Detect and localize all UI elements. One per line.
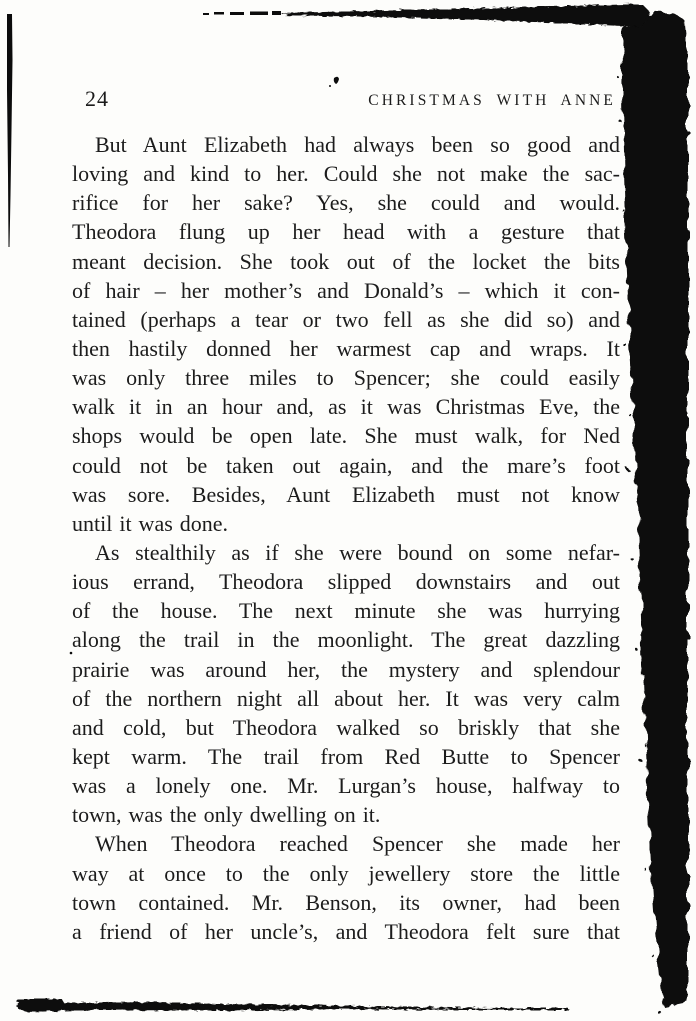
paragraph: [72, 538, 620, 829]
text-line: way at once to the only jewellery store the little: [72, 860, 620, 886]
text-line: of the northern night all about her. It was very calm: [72, 685, 620, 711]
text-line: town, was the only dwelling on it.: [72, 802, 381, 828]
paragraph: [72, 130, 620, 538]
left-edge-mark: [7, 14, 13, 247]
text-line: until it was done.: [72, 510, 229, 536]
text-line: As stealthily as if she were bound on some nefar-: [95, 539, 620, 565]
text-line: could not be taken out again, and the mare’s foot: [72, 452, 620, 478]
text-line: prairie was around her, the mystery and splendour: [72, 656, 620, 682]
text-line: When Theodora reached Spencer she made her: [95, 831, 620, 857]
text-line: walk it in an hour and, as it was Christmas Eve, the: [72, 394, 620, 420]
text-line: rifice for her sake? Yes, she could and would.: [72, 190, 620, 216]
text-line: Theodora flung up her head with a gesture that: [72, 219, 620, 245]
text-line: and cold, but Theodora walked so briskly that she: [72, 714, 620, 740]
text-line: a friend of her uncle’s, and Theodora felt sure that: [72, 918, 620, 944]
paragraph: [72, 829, 620, 946]
body-text: [72, 130, 620, 946]
text-line: of hair – her mother’s and Donald’s – which it con-: [72, 277, 620, 303]
text-line: was a lonely one. Mr. Lurgan’s house, halfway to: [72, 773, 620, 799]
top-edge-streak: [282, 4, 650, 27]
running-title: CHRISTMAS WITH ANNE: [368, 92, 616, 109]
text-line: along the trail in the moonlight. The great dazzling: [72, 627, 620, 653]
gutter-shadow-band: [622, 12, 688, 1007]
bottom-edge-streak: [17, 999, 568, 1012]
text-line: was sore. Besides, Aunt Elizabeth must not know: [72, 481, 620, 507]
text-line: shops would be open late. She must walk, for Ned: [72, 423, 620, 449]
text-line: was only three miles to Spencer; she could easily: [72, 365, 620, 391]
page-header: [85, 87, 616, 113]
text-line: town contained. Mr. Benson, its owner, had been: [72, 889, 620, 915]
top-edge-dashes: [203, 11, 281, 15]
text-line: meant decision. She took out of the locket the bits: [72, 248, 620, 274]
text-line: then hastily donned her warmest cap and wraps. It: [72, 335, 620, 361]
text-line: kept warm. The trail from Red Butte to Spencer: [72, 743, 620, 769]
text-line: loving and kind to her. Could she not make the sac-: [72, 161, 620, 187]
text-line: But Aunt Elizabeth had always been so good and: [95, 132, 620, 157]
text-line: tained (perhaps a tear or two fell as she did so) and: [72, 306, 620, 332]
gutter-shadow-speckles: [615, 74, 661, 1014]
text-line: of the house. The next minute she was hurrying: [72, 598, 620, 624]
text-line: ious errand, Theodora slipped downstairs and out: [72, 569, 620, 595]
page-number: 24: [85, 86, 109, 111]
